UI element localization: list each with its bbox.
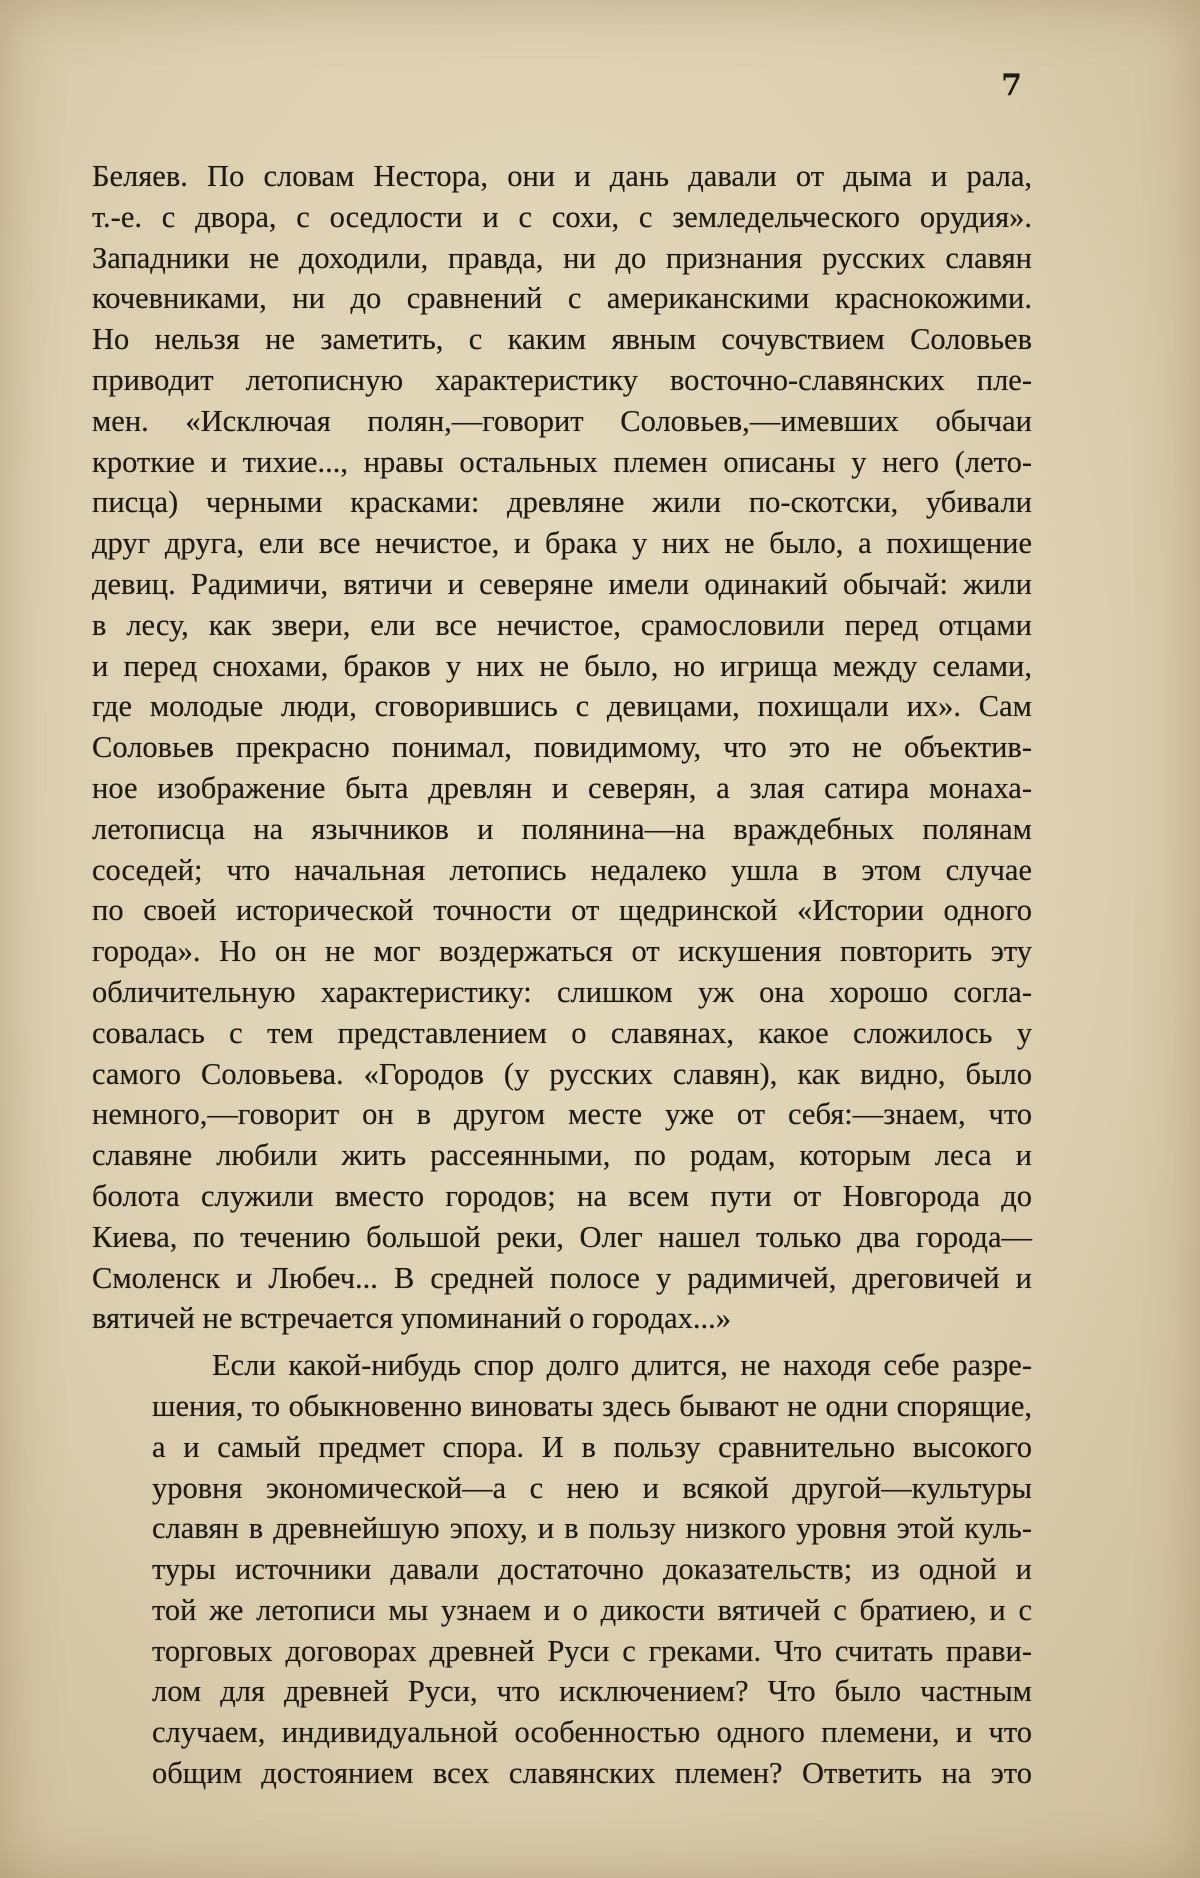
text-line: по своей исторической точности от щедринской «Истории одного xyxy=(92,893,1032,928)
text-line: общим достоянием всех славянских племен? Ответить на это xyxy=(152,1756,1032,1791)
text-line: друг друга, ели все нечистое, и брака у них не было, а похищение xyxy=(92,526,1032,561)
paragraph-2 xyxy=(92,1345,1032,1794)
text-line: кроткие и тихие..., нравы остальных племен описаны у него (лето- xyxy=(92,444,1032,479)
text-line: Беляев. По словам Нестора, они и дань давали от дыма и рала, xyxy=(92,159,1032,193)
text-line: лом для древней Руси, что исключением? Что было частным xyxy=(152,1674,1032,1709)
text-line: случаем, индивидуальной особенностью одного племени, и что xyxy=(152,1715,1032,1750)
text-line: славяне любили жить рассеянными, по родам, которым леса и xyxy=(92,1138,1032,1173)
text-line: торговых договорах древней Руси с греками. Что считать прави- xyxy=(152,1633,1032,1668)
text-line: совалась с тем представлением о славянах, какое сложилось у xyxy=(92,1015,1032,1050)
text-line: шения, то обыкновенно виноваты здесь бывают не одни спорящие, xyxy=(152,1388,1032,1423)
text-line: той же летописи мы узнаем и о дикости вятичей с братиею, и с xyxy=(152,1592,1032,1627)
text-line: в лесу, как звери, ели все нечистое, срамословили перед отцами xyxy=(92,607,1032,642)
page-number: 7 xyxy=(1001,68,1022,103)
text-line: соседей; что начальная летопись недалеко ушла в этом случае xyxy=(92,852,1032,887)
text-line: уровня экономической—а с нею и всякой другой—культуры xyxy=(152,1470,1032,1505)
text-line: Западники не доходили, правда, ни до признания русских славян xyxy=(92,240,1032,275)
text-line: т.-е. с двора, с оседлости и с сохи, с земледельческого орудия». xyxy=(92,199,1032,234)
text-body xyxy=(92,156,1032,1794)
text-line: и перед снохами, браков у них не было, но игрища между селами, xyxy=(92,648,1032,683)
text-line: обличительную характеристику: слишком уж она хорошо согла- xyxy=(92,974,1032,1009)
text-line: летописца на язычников и полянина—на враждебных полянам xyxy=(92,811,1032,846)
text-line: немного,—говорит он в другом месте уже от себя:—знаем, что xyxy=(92,1097,1032,1132)
text-line: приводит летописную характеристику восточно-славянских пле- xyxy=(92,362,1032,397)
text-line: мен. «Исключая полян,—говорит Соловьев,—имевших обычаи xyxy=(92,403,1032,438)
text-line: Но нельзя не заметить, с каким явным сочувствием Соловьев xyxy=(92,322,1032,357)
text-line: туры источники давали достаточно доказательств; из одной и xyxy=(152,1552,1032,1587)
text-line: Киева, по течению большой реки, Олег нашел только два города— xyxy=(92,1219,1032,1254)
text-line: вятичей не встречается упоминаний о городах...» xyxy=(92,1301,732,1336)
text-line: Соловьев прекрасно понимал, повидимому, что это не объектив- xyxy=(92,730,1032,765)
text-line: Если какой-нибудь спор долго длится, не находя себе разре- xyxy=(212,1348,1032,1383)
paragraph-1 xyxy=(92,156,1032,1339)
text-line: писца) черными красками: древляне жили по-скотски, убивали xyxy=(92,485,1032,520)
text-line: Смоленск и Любеч... В средней полосе у радимичей, дреговичей и xyxy=(92,1260,1032,1295)
text-line: девиц. Радимичи, вятичи и северяне имели одинакий обычай: жили xyxy=(92,566,1032,601)
text-line: где молодые люди, сговорившись с девицами, похищали их». Сам xyxy=(92,689,1032,724)
text-line: города». Но он не мог воздержаться от искушения повторить эту xyxy=(92,934,1032,969)
text-line: болота служили вместо городов; на всем пути от Новгорода до xyxy=(92,1178,1032,1213)
text-line: самого Соловьева. «Городов (у русских славян), как видно, было xyxy=(92,1056,1032,1091)
text-line: а и самый предмет спора. И в пользу сравнительно высокого xyxy=(152,1429,1032,1464)
text-line: кочевниками, ни до сравнений с американскими краснокожими. xyxy=(92,281,1032,316)
text-line: славян в древнейшую эпоху, и в пользу низкого уровня этой куль- xyxy=(152,1511,1032,1546)
text-line: ное изображение быта древлян и северян, а злая сатира монаха- xyxy=(92,770,1032,805)
